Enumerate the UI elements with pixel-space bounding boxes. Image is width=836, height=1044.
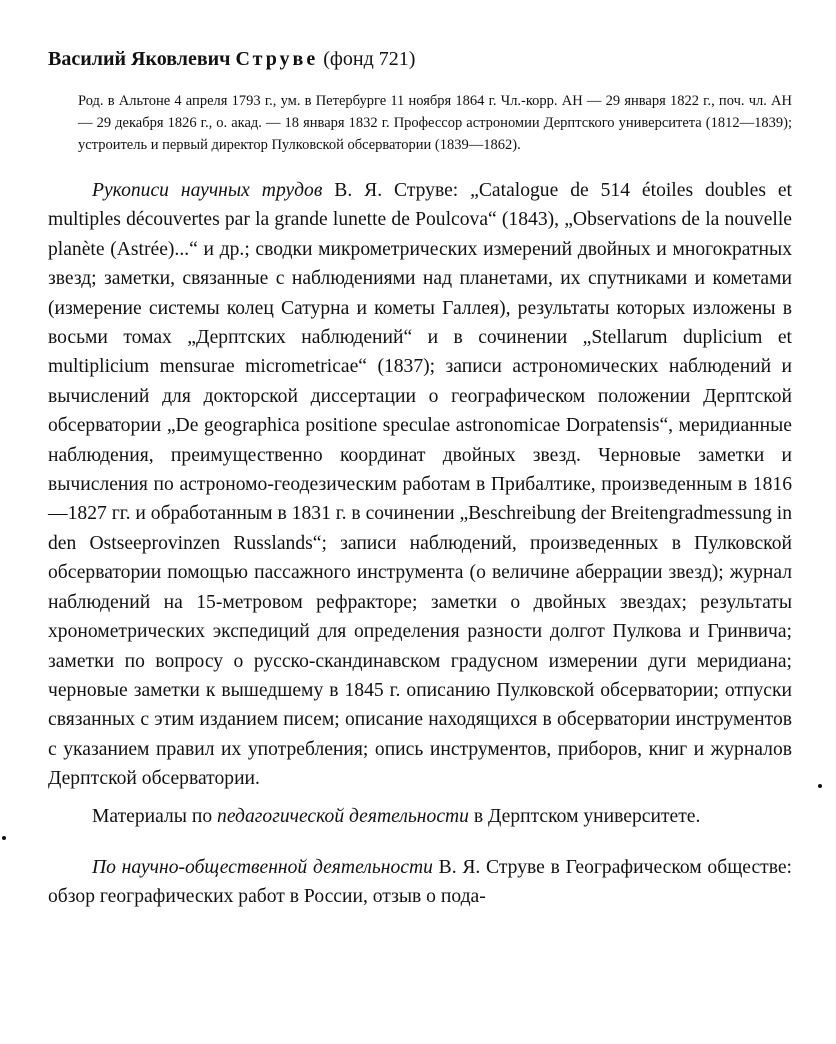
scan-speck <box>818 784 822 788</box>
fond-heading <box>48 44 792 74</box>
section-scientific-works <box>48 176 792 794</box>
person-surname: Струве <box>235 48 319 70</box>
section-public-activity <box>48 853 792 912</box>
section-lead: Рукописи научных трудов <box>92 180 323 201</box>
scan-speck <box>2 836 6 840</box>
person-given-names: Василий Яковлевич <box>48 48 231 70</box>
section-lead: педагогической деятельности <box>217 805 469 827</box>
section-teaching <box>48 802 792 831</box>
document-page <box>48 44 792 912</box>
section-lead: По научно-общественной деятельности <box>92 856 433 878</box>
section-text: в Дерптском университете. <box>468 805 701 827</box>
section-pre: Материалы по <box>92 805 218 827</box>
biography-note: Род. в Альтоне 4 апреля 1793 г., ум. в Петербурге 11 ноября 1864 г. Чл.-корр. АН — 29 января 1822 г., поч. чл. АН — 29 декабря 1826 г., о. акад. — 18 января 1832 г. Профессор астрономии Дерптского университета (1812—1839); устроитель и первый директор Пулковской обсерватории (1839—1862). <box>78 93 792 153</box>
section-text: В. Я. Струве в Географическом обществе: обзор географических работ в России, отзыв о пода- <box>48 856 793 908</box>
fond-number: (фонд 721) <box>323 48 416 70</box>
section-text: В. Я. Струве: „Catalogue de 514 étoiles doubles et multiples découvertes par la grande lunette de Poulcova“ (1843), „Observations de la nouvelle planète (Astrée)...“ и др.; сводки микрометрических измерений двойных и многократных звезд; заметки, связанные с наблюдениями над планетами, их спутниками и кометами (измерение системы колец Сатурна и кометы Галлея), результаты которых изложены в восьми томах „Дерптских наблюдений“ и в сочинении „Stellarum duplicium et multiplicium mensurae micrometricae“ (1837); записи астрономических наблюдений и вычислений для докторской диссертации о географическом положении Дерптской обсерватории „De geographica positione speculae astronomicae Dorpatensis“, меридианные наблюдения, преимущественно координат двойных звезд. Черновые заметки и вычисления по астрономо-геодезическим работам в Прибалтике, произведенным в 1816—1827 гг. и обработанным в 1831 г. в сочинении „Beschreibung der Breitengradmessung in den Ostseeprovinzen Russlands“; записи наблюдений, произведенных в Пулковской обсерватории помощью пассажного инструмента (о величине аберрации звезд); журнал наблюдений на 15-метровом рефракторе; заметки о двойных звездах; результаты хронометрических экспедиций для определения разности долгот Пулкова и Гринвича; заметки по вопросу о русско-скандинавском градусном измерении дуги меридиана; черновые заметки к вышедшему в 1845 г. описанию Пулковской обсерватории; отпуски связанных с этим изданием писем; описание находящихся в обсерватории инструментов с указанием правил их употребления; опись инструментов, приборов, книг и журналов Дерптской обсерватории. <box>48 180 793 790</box>
